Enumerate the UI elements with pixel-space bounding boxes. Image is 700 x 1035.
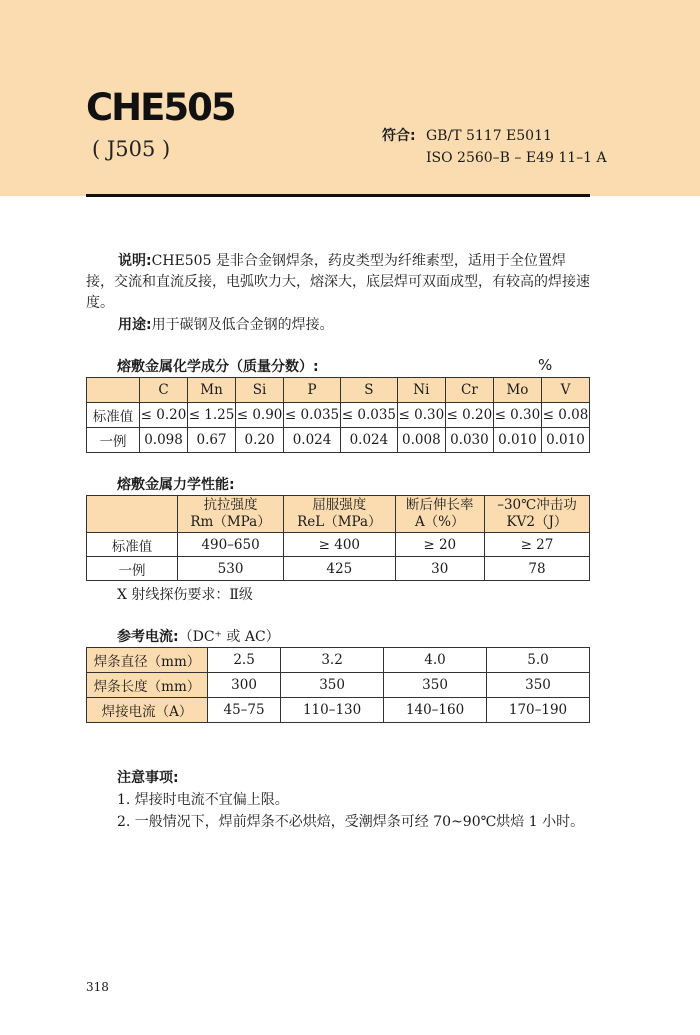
table-cell: 350 xyxy=(487,673,590,698)
notes-title: 注意事项: xyxy=(117,770,179,786)
description-text: CHE505 是非合金钢焊条，药皮类型为纤维素型，适用于全位置焊接，交流和直流反接，电弧吹力大，熔深大，底层焊可双面成型，有较高的焊接速度。 xyxy=(86,253,590,311)
table-cell: 530 xyxy=(178,557,284,581)
usage-paragraph xyxy=(86,315,592,336)
table-cell: 170–190 xyxy=(487,698,590,723)
table-cell: 0.67 xyxy=(188,428,236,453)
table-row xyxy=(87,648,590,673)
table-cell: 110–130 xyxy=(281,698,384,723)
chemical-header-cell: Si xyxy=(236,378,284,403)
row-label: 标准值 xyxy=(87,403,140,428)
table-cell: 0.010 xyxy=(493,428,541,453)
chemical-header-cell: Mn xyxy=(188,378,236,403)
table-cell: ≤ 0.30 xyxy=(397,403,445,428)
chemical-header-cell xyxy=(87,378,140,403)
notes-block xyxy=(117,767,584,833)
current-title: 参考电流: xyxy=(117,629,179,645)
table-cell: 350 xyxy=(384,673,487,698)
table-cell: ≤ 0.08 xyxy=(541,403,589,428)
description-paragraph xyxy=(86,251,592,314)
table-cell: 490–650 xyxy=(178,533,284,557)
table-cell: 425 xyxy=(284,557,395,581)
current-title-line xyxy=(117,626,280,646)
chemical-table xyxy=(86,377,590,453)
chemical-header-cell: C xyxy=(140,378,188,403)
row-label: 标准值 xyxy=(87,533,178,557)
table-cell: ≤ 0.30 xyxy=(493,403,541,428)
mechanical-header-blank xyxy=(87,496,178,533)
table-cell: ≥ 20 xyxy=(395,533,484,557)
header-divider xyxy=(86,194,590,197)
product-subtitle: ( J505 ) xyxy=(92,137,171,161)
standard-iso: ISO 2560–B – E49 11–1 A xyxy=(426,150,607,166)
table-cell: ≤ 0.20 xyxy=(140,403,188,428)
table-cell: ≤ 1.25 xyxy=(188,403,236,428)
table-row xyxy=(87,428,590,453)
chemical-header-cell: S xyxy=(340,378,397,403)
table-cell: 300 xyxy=(208,673,281,698)
current-title-note: （DC⁺ 或 AC） xyxy=(178,629,280,645)
description-label: 说明: xyxy=(118,253,152,269)
table-cell: 350 xyxy=(281,673,384,698)
standard-gb: GB/T 5117 E5011 xyxy=(426,128,552,144)
table-cell: ≥ 27 xyxy=(484,533,589,557)
table-row xyxy=(87,403,590,428)
page-number: 318 xyxy=(86,980,109,994)
usage-text: 用于碳钢及低合金钢的焊接。 xyxy=(151,317,334,333)
table-cell: ≤ 0.035 xyxy=(284,403,341,428)
chemical-header-cell: Ni xyxy=(397,378,445,403)
chemical-header-cell: V xyxy=(541,378,589,403)
chemical-unit: % xyxy=(538,356,553,374)
row-label: 一例 xyxy=(87,557,178,581)
table-row xyxy=(87,533,590,557)
current-table xyxy=(86,647,590,723)
mechanical-header-cell: 抗拉强度 Rm（MPa） xyxy=(178,496,284,533)
table-cell: 0.024 xyxy=(340,428,397,453)
table-cell: 30 xyxy=(395,557,484,581)
table-cell: 3.2 xyxy=(281,648,384,673)
table-cell: ≤ 0.90 xyxy=(236,403,284,428)
table-cell: 0.010 xyxy=(541,428,589,453)
row-label: 焊接电流（A） xyxy=(87,698,208,723)
table-cell: 0.030 xyxy=(445,428,493,453)
note-item: 1. 焊接时电流不宜偏上限。 xyxy=(117,792,289,808)
table-cell: ≤ 0.20 xyxy=(445,403,493,428)
mechanical-header-row xyxy=(87,496,590,533)
note-item: 2. 一般情况下，焊前焊条不必烘焙，受潮焊条可经 70~90℃烘焙 1 小时。 xyxy=(117,814,585,830)
chemical-title: 熔敷金属化学成分（质量分数）: xyxy=(117,359,319,375)
mechanical-header-cell: 屈服强度 ReL（MPa） xyxy=(284,496,395,533)
row-label: 焊条直径（mm） xyxy=(87,648,208,673)
table-cell: 4.0 xyxy=(384,648,487,673)
table-cell: 2.5 xyxy=(208,648,281,673)
chemical-header-row xyxy=(87,378,590,403)
mechanical-table xyxy=(86,495,590,581)
table-cell: 45–75 xyxy=(208,698,281,723)
table-cell: ≥ 400 xyxy=(284,533,395,557)
table-cell: 0.024 xyxy=(284,428,341,453)
mechanical-header-cell: –30℃冲击功 KV2（J） xyxy=(484,496,589,533)
standards-block xyxy=(382,125,607,169)
chemical-header-cell: P xyxy=(284,378,341,403)
table-cell: ≤ 0.035 xyxy=(340,403,397,428)
row-label: 一例 xyxy=(87,428,140,453)
xray-requirement: X 射线探伤要求：Ⅱ级 xyxy=(117,587,253,603)
row-label: 焊条长度（mm） xyxy=(87,673,208,698)
chemical-header-cell: Mo xyxy=(493,378,541,403)
table-cell: 0.20 xyxy=(236,428,284,453)
table-cell: 0.098 xyxy=(140,428,188,453)
table-cell: 0.008 xyxy=(397,428,445,453)
table-row xyxy=(87,557,590,581)
chemical-header-cell: Cr xyxy=(445,378,493,403)
standard-label: 符合: xyxy=(382,128,416,144)
table-cell: 5.0 xyxy=(487,648,590,673)
table-row xyxy=(87,698,590,723)
usage-label: 用途: xyxy=(118,317,152,333)
product-title: CHE505 xyxy=(86,86,235,129)
mechanical-title: 熔敷金属力学性能: xyxy=(117,477,235,493)
mechanical-header-cell: 断后伸长率 A（%） xyxy=(395,496,484,533)
table-cell: 78 xyxy=(484,557,589,581)
table-cell: 140–160 xyxy=(384,698,487,723)
table-row xyxy=(87,673,590,698)
